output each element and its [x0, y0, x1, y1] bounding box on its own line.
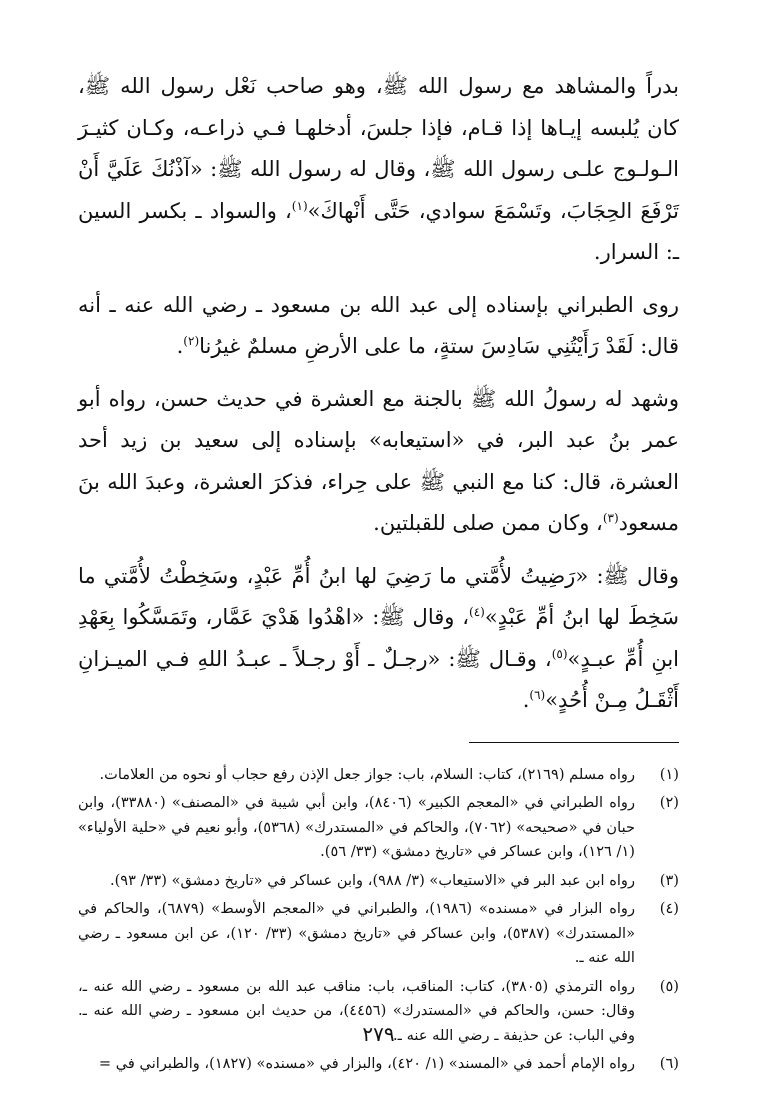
- page-number: ٢٧٩: [362, 1022, 395, 1046]
- footnote-ref: (٣): [602, 511, 619, 525]
- footnote-number: (٥): [659, 977, 679, 995]
- paragraph-text-end: ، وكان ممن صلى للقبلتين.: [373, 511, 603, 535]
- footnote: [78, 763, 679, 788]
- footnote-number: (٢): [659, 794, 679, 811]
- paragraph-text: بدراً والمشاهد مع رسول الله ﷺ، وهو صاحب نَعْل رسول الله ﷺ، كان يُلبسه إيـاها إذا قـام، فإذا جلسَ، أدخلهـا فـي ذراعـه، وكـان كثيـرَ الـولـوج علـى رسول الله ﷺ، وقال له رسول الله ﷺ: «آذْنُكَ عَلَيَّ أَنْ تَرْفَعَ الحِجَابَ، وتَسْمَعَ سوادي، حَتَّى أَنْهاكَ»: [78, 74, 680, 223]
- paragraph-2: [78, 285, 679, 368]
- footnote-ref: (٤): [469, 605, 485, 619]
- footnote-text: رواه الطبراني في «المعجم الكبير» (٨٤٠٦)، وابن أبي شيبة في «المصنف» (٣٣٨٨٠)، وابن حبان في «صحيحه» (٧٠٦٢)، والحاكم في «المستدرك» (٥٣٦٨)، وأبو نعيم في «حلية الأولياء» (١/ ١٢٦)، وابن عساكر في «تاريخ دمشق» (٣٣/ ٥٦).: [78, 794, 636, 860]
- footnote-text: رواه مسلم (٢١٦٩)، كتاب: السلام، باب: جواز جعل الإذن رفع حجاب أو نحوه من العلامات.: [99, 765, 635, 783]
- footnote-number: (٤): [659, 900, 679, 917]
- footnote-text: رواه ابن عبد البر في «الاستيعاب» (٣/ ٩٨٨)، وابن عساكر في «تاريخ دمشق» (٣٣/ ٩٣).: [109, 871, 635, 889]
- footnote-ref: (٥): [551, 646, 568, 661]
- footnote-number: (٦): [659, 1055, 679, 1072]
- footnote-number: (٣): [659, 871, 679, 889]
- footnote: [78, 869, 679, 894]
- footnote-separator: [469, 742, 679, 743]
- paragraph-text: روى الطبراني بإسناده إلى عبد الله بن مسعود ـ رضي الله عنه ـ أنه قال: لَقَدْ رَأَيْتُنِي سَادِسَ ستةٍ، ما على الأرضِ مسلمٌ غيرُنا: [78, 292, 679, 358]
- footnote-number: (١): [659, 765, 679, 783]
- paragraph-text-end: .: [176, 334, 184, 358]
- paragraph-1: [78, 66, 679, 274]
- footnote: [78, 791, 679, 865]
- paragraph-text-end: ، والسواد ـ بكسر السين ـ: السرار.: [78, 198, 679, 264]
- paragraph-text: وقال ﷺ: «رَضِيتُ لأُمَّتي ما رَضِيَ لها ابنُ أُمِّ عَبْدٍ، وسَخِطْتُ لأُمَّتي ما سَخِطَ لها ابنُ أمِّ عَبْدٍ»: [78, 563, 679, 629]
- footnote: [78, 1052, 679, 1077]
- paragraph-text-end: .: [522, 688, 530, 712]
- paragraph-text: وشهد له رسولُ الله ﷺ بالجنة مع العشرة في حديث حسن، رواه أبو عمر بنُ عبد البر، في «استيعابه» بإسناده إلى سعيد بن زيد أحد العشرة، قال: كنا مع النبي ﷺ على حِراء، فذكرَ العشرة، وعبدَ الله بنَ مسعود: [78, 386, 679, 535]
- main-text: [78, 66, 679, 722]
- footnote-text: رواه الترمذي (٣٨٠٥)، كتاب: المناقب، باب: مناقب عبد الله بن مسعود ـ رضي الله عنه ـ، وقال: حسن، والحاكم في «المستدرك» (٤٤٥٦)، من حديث ابن مسعود ـ رضي الله عنه ـ. وفي الباب: عن حذيفة ـ رضي الله عنه ـ.: [78, 977, 635, 1044]
- footnote-ref: (٢): [183, 334, 200, 348]
- footnote-text: رواه البزار في «مسنده» (١٩٨٦)، والطبراني في «المعجم الأوسط» (٦٨٧٩)، والحاكم في «المستدرك» (٥٣٨٧)، وابن عساكر في «تاريخ دمشق» (٣٣/ ١٢٠)، عن ابن مسعود ـ رضي الله عنه ـ.: [78, 900, 635, 966]
- paragraph-3: [78, 379, 679, 545]
- paragraph-text-part3: ، وقـال ﷺ: «رجـلٌ ـ أَوْ رجـلاً ـ عبـدُ اللهِ فـي الميـزانِ أَثْقَـلُ مِـنْ أُحُدٍ»: [78, 646, 679, 712]
- footnote-ref: (١): [291, 198, 308, 213]
- footnote-ref: (٦): [529, 688, 546, 702]
- paragraph-4: [78, 556, 679, 722]
- paragraph-text-part2: ، وقال ﷺ: «اهْدُوا هَدْيَ عَمَّار، وتَمَسَّكُوا بِعَهْدِ ابنِ أُمِّ عبـدٍ»: [78, 605, 679, 671]
- footnote-text: رواه الإمام أحمد في «المسند» (١/ ٤٢٠)، والبزار في «مسنده» (١٨٢٧)، والطبراني في =: [98, 1055, 635, 1072]
- footnote: [78, 897, 679, 971]
